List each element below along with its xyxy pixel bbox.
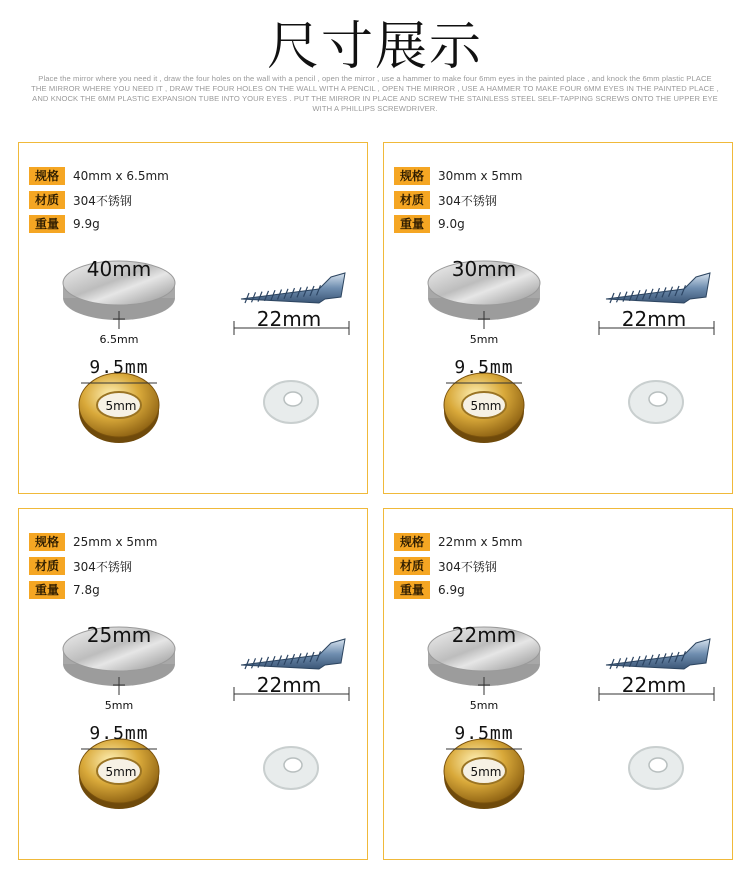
ring-inner-label: 5mm: [470, 399, 502, 413]
material-value: 304不锈钢: [73, 559, 132, 574]
ring-inner-label: 5mm: [105, 765, 137, 779]
product-card-40mm: [18, 142, 368, 494]
ring-inner-label: 5mm: [105, 399, 137, 413]
cap-thickness-label: 5mm: [104, 699, 134, 712]
spec-value: 22mm x 5mm: [438, 535, 523, 549]
weight-tag: 重量: [394, 581, 430, 599]
weight-tag: 重量: [29, 215, 65, 233]
screw-length-label: 22mm: [621, 673, 687, 697]
ring-outer-label: 9.5mm: [89, 723, 149, 744]
product-card-25mm: [18, 508, 368, 860]
spec-value: 30mm x 5mm: [438, 169, 523, 183]
screw-length-label: 22mm: [621, 307, 687, 331]
spec-tag: 规格: [29, 533, 65, 551]
weight-value: 9.0g: [438, 217, 465, 231]
product-card-30mm: [383, 142, 733, 494]
weight-tag: 重量: [394, 215, 430, 233]
material-value: 304不锈钢: [438, 559, 497, 574]
cap-thickness-label: 6.5mm: [99, 333, 139, 346]
weight-value: 9.9g: [73, 217, 100, 231]
cap-thickness-label: 5mm: [469, 699, 499, 712]
spec-value: 40mm x 6.5mm: [73, 169, 169, 183]
plastic-washer: [264, 747, 318, 789]
weight-value: 7.8g: [73, 583, 100, 597]
screw-length-label: 22mm: [256, 307, 322, 331]
material-tag: 材质: [29, 557, 65, 575]
material-value: 304不锈钢: [438, 193, 497, 208]
installation-instructions: Place the mirror where you need it , draw the four holes on the wall with a pencil , open the mirror , use a hammer to make four 6mm eyes in the painted place , and knock the 6mm plastic PLACE THE MIRROR WHERE YOU NEED IT , DRAW THE FOUR HOLES ON THE WALL WITH A PENCIL , OPEN THE MIRROR , USE A HAMMER TO MAKE FOUR 6MM EYES IN THE PAINTED PLACE , AND KNOCK THE 6MM PLASTIC EXPANSION TUBE INTO YOUR EYES . PUT THE MIRROR IN PLACE AND SCREW THE STAINLESS STEEL SELF-TAPPING SCREWS ONTO THE UPPER EYE WITH A PHILLIPS SCREWDRIVER.: [31, 74, 719, 113]
page-title: 尺寸展示: [266, 17, 483, 77]
ring-inner-label: 5mm: [470, 765, 502, 779]
ring-outer-label: 9.5mm: [454, 723, 514, 744]
cap-thickness-label: 5mm: [469, 333, 499, 346]
cap-diameter-label: 25mm: [86, 623, 152, 647]
material-tag: 材质: [29, 191, 65, 209]
product-card-22mm: [383, 508, 733, 860]
weight-tag: 重量: [29, 581, 65, 599]
weight-value: 6.9g: [438, 583, 465, 597]
cap-diameter-label: 30mm: [451, 257, 517, 281]
screw-length-label: 22mm: [256, 673, 322, 697]
plastic-washer: [629, 747, 683, 789]
spec-value: 25mm x 5mm: [73, 535, 158, 549]
cap-diameter-label: 40mm: [86, 257, 152, 281]
spec-tag: 规格: [394, 167, 430, 185]
cap-diameter-label: 22mm: [451, 623, 517, 647]
ring-outer-label: 9.5mm: [454, 357, 514, 378]
ring-outer-label: 9.5mm: [89, 357, 149, 378]
material-tag: 材质: [394, 557, 430, 575]
plastic-washer: [629, 381, 683, 423]
spec-tag: 规格: [394, 533, 430, 551]
plastic-washer: [264, 381, 318, 423]
spec-tag: 规格: [29, 167, 65, 185]
material-tag: 材质: [394, 191, 430, 209]
material-value: 304不锈钢: [73, 193, 132, 208]
